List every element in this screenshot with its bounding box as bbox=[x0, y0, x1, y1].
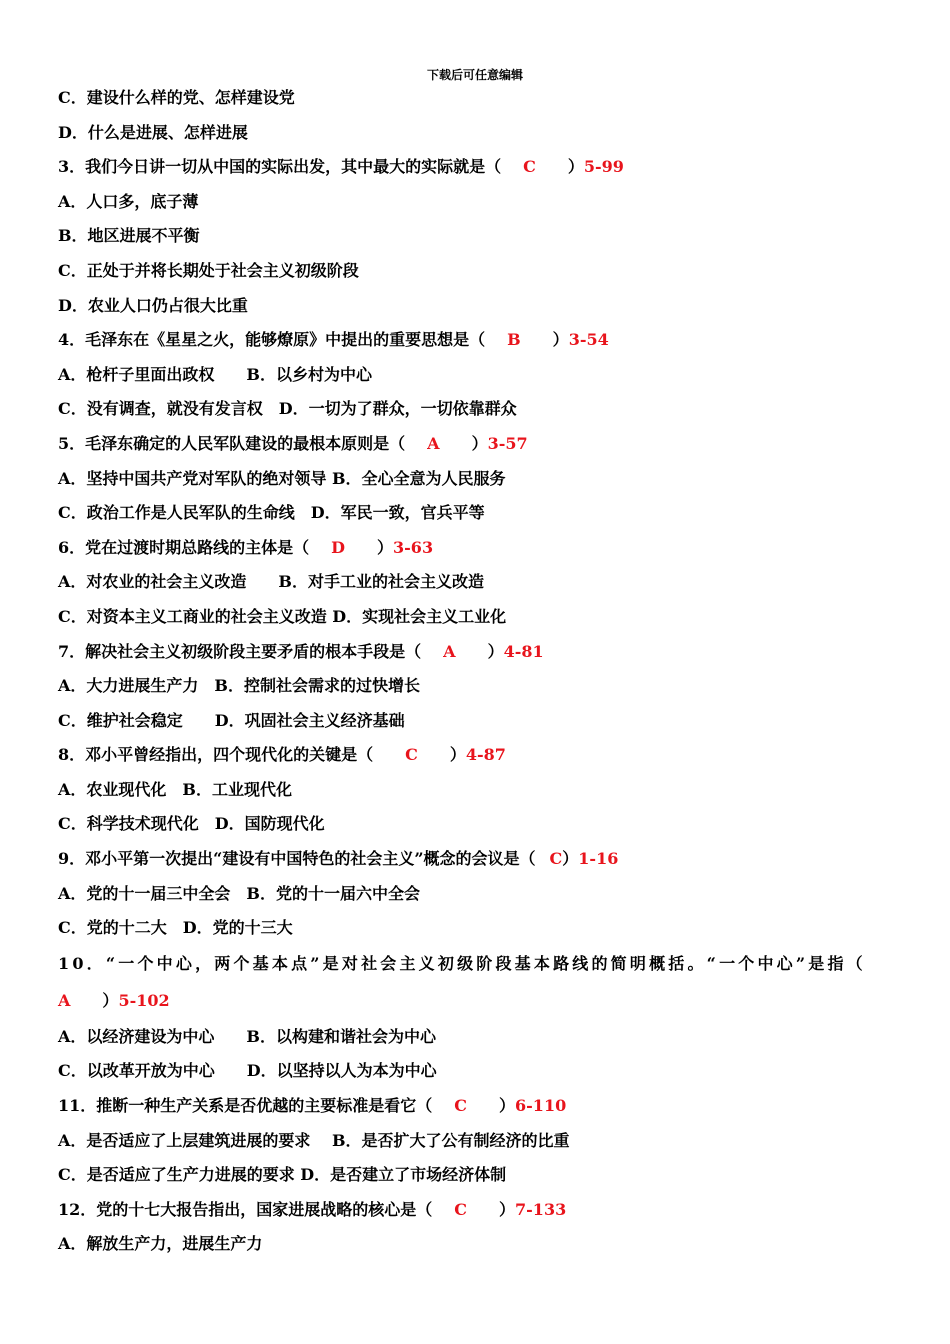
question-line bbox=[58, 427, 898, 462]
text-line bbox=[58, 81, 898, 116]
text-line bbox=[58, 496, 898, 531]
text-line bbox=[58, 773, 898, 808]
line-text: A．以经济建设为中心 B．以构建和谐社会为中心 bbox=[58, 1026, 436, 1046]
close-paren: ） bbox=[499, 1096, 516, 1116]
question-line bbox=[58, 531, 898, 566]
line-text: C．维护社会稳定 D．巩固社会主义经济基础 bbox=[58, 710, 405, 730]
line-text: C．政治工作是人民军队的生命线 D．军民一致，官兵平等 bbox=[58, 503, 485, 523]
text-line bbox=[58, 219, 898, 254]
page-header: 下载后可任意编辑 bbox=[426, 68, 523, 82]
page-reference: 3-57 bbox=[487, 433, 528, 453]
text-line bbox=[58, 807, 898, 842]
page-reference: 4-87 bbox=[465, 745, 506, 765]
text-line bbox=[58, 946, 898, 982]
line-text: A．对农业的社会主义改造 B．对手工业的社会主义改造 bbox=[58, 572, 484, 592]
page-reference: 3-54 bbox=[568, 330, 609, 350]
page-reference: 7-133 bbox=[515, 1199, 567, 1219]
page-reference: 5-99 bbox=[583, 157, 624, 177]
line-text: C．正处于并将长期处于社会主义初级阶段 bbox=[58, 260, 359, 280]
answer-letter: A bbox=[427, 433, 440, 453]
page-reference: 5-102 bbox=[118, 990, 170, 1010]
text-line bbox=[58, 392, 898, 427]
line-text: C．党的十二大 D．党的十三大 bbox=[58, 918, 293, 938]
line-text: C．没有调查，就没有发言权 D．一切为了群众，一切依靠群众 bbox=[58, 399, 517, 419]
answer-letter: C bbox=[549, 849, 563, 869]
text-line bbox=[58, 116, 898, 151]
question-line bbox=[58, 842, 898, 877]
text-line bbox=[58, 185, 898, 220]
line-text: A．人口多，底子薄 bbox=[58, 191, 199, 211]
line-text: A．农业现代化 B．工业现代化 bbox=[58, 779, 292, 799]
page-reference: 4-81 bbox=[503, 641, 544, 661]
page-reference: 6-110 bbox=[515, 1096, 567, 1116]
text-line bbox=[58, 565, 898, 600]
text-line bbox=[58, 1227, 898, 1262]
answer-letter: A bbox=[58, 990, 71, 1010]
line-text: C．科学技术现代化 D．国防现代化 bbox=[58, 814, 325, 834]
line-text: C．建设什么样的党、怎样建设党 bbox=[58, 88, 295, 107]
answer-letter: C bbox=[405, 745, 418, 765]
close-paren: ） bbox=[102, 990, 119, 1010]
line-text: 8．邓小平曾经指出，四个现代化的关键是（ bbox=[58, 745, 374, 765]
text-line bbox=[58, 1054, 898, 1089]
text-line bbox=[58, 358, 898, 393]
answer-letter: B bbox=[507, 330, 521, 350]
question-list bbox=[58, 81, 898, 1262]
question-line bbox=[58, 323, 898, 358]
line-text: A．坚持中国共产党对军队的绝对领导 B．全心全意为人民服务 bbox=[58, 468, 506, 488]
line-text: 3．我们今日讲一切从中国的实际出发，其中最大的实际就是（ bbox=[58, 157, 502, 177]
close-paren: ） bbox=[449, 745, 466, 765]
line-text: 12．党的十七大报告指出，国家进展战略的核心是（ bbox=[58, 1199, 433, 1219]
text-line bbox=[58, 1158, 898, 1193]
line-text: C．是否适应了生产力进展的要求 D．是否建立了市场经济体制 bbox=[58, 1165, 507, 1185]
line-text: A．党的十一届三中全会 B．党的十一届六中全会 bbox=[58, 883, 420, 903]
question-line bbox=[58, 150, 898, 185]
question-line bbox=[58, 982, 898, 1020]
line-text: 6．党在过渡时期总路线的主体是（ bbox=[58, 537, 310, 557]
question-line bbox=[58, 738, 898, 773]
text-line bbox=[58, 877, 898, 912]
line-text: C．以改革开放为中心 D．以坚持以人为本为中心 bbox=[58, 1061, 437, 1081]
close-paren: ） bbox=[471, 433, 488, 453]
answer-letter: C bbox=[454, 1199, 468, 1219]
close-paren: ） bbox=[487, 641, 504, 661]
line-text: 10．“一个中心，两个基本点”是对社会主义初级阶段基本路线的简明概括。“一个中心”是指（ bbox=[58, 953, 866, 973]
line-text: A．解放生产力，进展生产力 bbox=[58, 1234, 263, 1254]
page-reference: 3-63 bbox=[393, 537, 434, 557]
line-text: A．大力进展生产力 B．控制社会需求的过快增长 bbox=[58, 676, 420, 696]
answer-letter: C bbox=[454, 1096, 468, 1116]
answer-letter: A bbox=[443, 641, 456, 661]
text-line bbox=[58, 911, 898, 946]
line-text: C．对资本主义工商业的社会主义改造 D．实现社会主义工业化 bbox=[58, 606, 507, 626]
line-text: A．枪杆子里面出政权 B．以乡村为中心 bbox=[58, 364, 372, 384]
text-line bbox=[58, 1020, 898, 1055]
close-paren: ） bbox=[377, 537, 394, 557]
text-line bbox=[58, 704, 898, 739]
answer-letter: C bbox=[523, 157, 536, 177]
page-reference: 1-16 bbox=[578, 849, 619, 869]
text-line bbox=[58, 669, 898, 704]
close-paren: ） bbox=[562, 849, 579, 869]
text-line bbox=[58, 254, 898, 289]
line-text: A．是否适应了上层建筑进展的要求 B．是否扩大了公有制经济的比重 bbox=[58, 1130, 570, 1150]
question-line bbox=[58, 1089, 898, 1124]
text-line bbox=[58, 600, 898, 635]
line-text: 11．推断一种生产关系是否优越的主要标准是看它（ bbox=[58, 1096, 433, 1116]
close-paren: ） bbox=[499, 1199, 516, 1219]
line-text: 4．毛泽东在《星星之火，能够燎原》中提出的重要思想是（ bbox=[58, 330, 486, 350]
close-paren: ） bbox=[552, 330, 569, 350]
line-text: 7．解决社会主义初级阶段主要矛盾的根本手段是（ bbox=[58, 641, 422, 661]
question-line bbox=[58, 1193, 898, 1228]
answer-letter: D bbox=[331, 537, 346, 557]
text-line bbox=[58, 462, 898, 497]
text-line bbox=[58, 289, 898, 324]
line-text: 9．邓小平第一次提出“建设有中国特色的社会主义”概念的会议是（ bbox=[58, 849, 536, 869]
text-line bbox=[58, 1124, 898, 1159]
line-text: D．农业人口仍占很大比重 bbox=[58, 295, 248, 315]
line-text: D．什么是进展、怎样进展 bbox=[58, 122, 248, 142]
line-text: B．地区进展不平衡 bbox=[58, 226, 200, 246]
question-line bbox=[58, 635, 898, 670]
line-text: 5．毛泽东确定的人民军队建设的最根本原则是（ bbox=[58, 433, 406, 453]
close-paren: ） bbox=[567, 157, 584, 177]
